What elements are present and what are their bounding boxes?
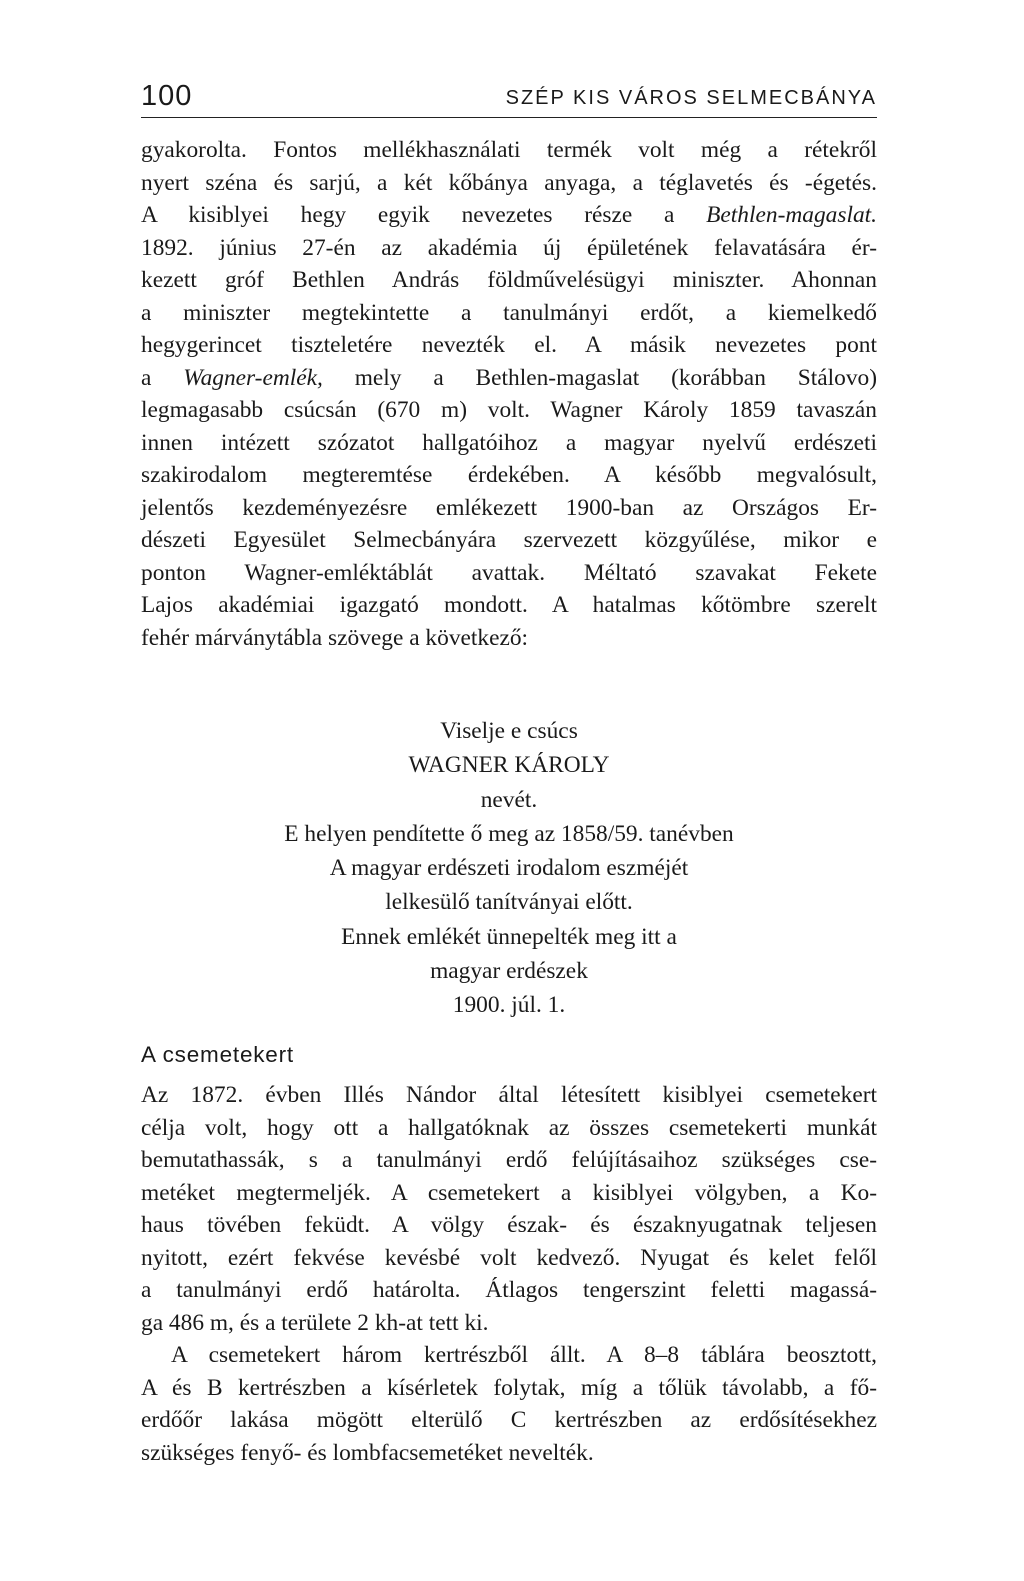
text-line: innen intézett szózatot hallgatóihoz a magyar nyelvű erdészeti	[141, 429, 877, 456]
text-line: A és B kertrészben a kísérletek folytak, míg a tőlük távolabb, a fő-	[141, 1374, 877, 1401]
text-line	[141, 199, 877, 232]
inscription-line: Ennek emlékét ünnepelték meg itt a	[341, 923, 677, 950]
inscription-line: WAGNER KÁROLY	[408, 752, 610, 779]
text-line: szakirodalom megteremtése érdekében. A később megvalósult,	[141, 462, 877, 488]
text-line: jelentős kezdeményezésre emlékezett 1900-ban az Országos Er-	[141, 494, 877, 521]
italic-place-name: Bethlen-magaslat.	[706, 202, 877, 228]
text-line: A csemetekert három kertrészből állt. A 8–8 táblára beosztott,	[171, 1342, 877, 1368]
inscription-line: magyar erdészek	[430, 958, 588, 985]
text-line: legmagasabb csúcsán (670 m) volt. Wagner Károly 1859 tavaszán	[141, 397, 877, 423]
text-line: bemutathassák, s a tanulmányi erdő felújításaihoz szükséges cse-	[141, 1147, 877, 1173]
text-line: nyitott, ezért fekvése kevésbé volt kedvező. Nyugat és kelet felől	[141, 1244, 877, 1271]
text-line: hegygerincet tiszteletére nevezték el. A másik nevezetes pont	[141, 332, 877, 358]
text-line: ga 486 m, és a területe 2 kh-at tett ki.	[141, 1309, 489, 1336]
text-line: a miniszter megtekintette a tanulmányi erdőt, a kiemelkedő	[141, 299, 877, 326]
header-rule	[141, 117, 877, 118]
italic-place-name: Wagner-emlék,	[183, 364, 323, 391]
page-number: 100	[141, 80, 193, 112]
text-line: haus tövében feküdt. A völgy észak- és északnyugatnak teljesen	[141, 1212, 877, 1238]
text-line: gyakorolta. Fontos mellékhasználati termék volt még a rétekről	[141, 137, 877, 163]
text-run: mely a Bethlen-magaslat (korábban Stálovo)	[322, 364, 877, 391]
section-heading: A csemetekert	[141, 1042, 294, 1067]
text-line	[141, 362, 877, 395]
text-line: fehér márványtábla szövege a következő:	[141, 624, 529, 651]
text-line: célja volt, hogy ott a hallgatóknak az összes csemetekerti munkát	[141, 1114, 877, 1141]
inscription-line: lelkesülő tanítványai előtt.	[385, 889, 633, 916]
inscription-line: Viselje e csúcs	[440, 718, 578, 744]
inscription-line: E helyen pendítette ő meg az 1858/59. tanévben	[284, 820, 734, 847]
text-line: metéket megtermeljék. A csemetekert a kisiblyei völgyben, a Ko-	[141, 1179, 877, 1206]
text-line: erdőőr lakása mögött elterülő C kertrészben az erdősítésekhez	[141, 1407, 877, 1433]
running-title: SZÉP KIS VÁROS SELMECBÁNYA	[505, 87, 877, 109]
inscription-line: A magyar erdészeti irodalom eszméjét	[329, 855, 689, 882]
running-header	[141, 74, 877, 118]
text-run: a	[141, 364, 184, 391]
paragraph-bethlen-magaslat	[141, 134, 877, 654]
text-line: ponton Wagner-emléktáblát avattak. Méltató szavakat Fekete	[141, 559, 877, 586]
inscription-line: 1900. júl. 1.	[452, 992, 566, 1019]
text-line: szükséges fenyő- és lombfacsemetéket nevelték.	[141, 1439, 594, 1466]
text-run: A kisiblyei hegy egyik nevezetes része a	[141, 202, 707, 228]
paragraph-csemetekert-intro	[141, 1079, 877, 1339]
text-line: a tanulmányi erdő határolta. Átlagos tengerszint feletti magassá-	[141, 1277, 877, 1303]
text-line: Az 1872. évben Illés Nándor által létesített kisiblyei csemetekert	[141, 1082, 877, 1108]
text-line: Lajos akadémiai igazgató mondott. A hatalmas kőtömbre szerelt	[141, 592, 877, 618]
text-line: kezett gróf Bethlen András földművelésügyi miniszter. Ahonnan	[141, 267, 877, 293]
memorial-inscription	[141, 714, 877, 1023]
inscription-line: nevét.	[480, 786, 538, 813]
text-line: dészeti Egyesület Selmecbányára szervezett közgyűlése, mikor e	[141, 527, 877, 553]
text-line: nyert széna és sarjú, a két kőbánya anyaga, a téglavetés és -égetés.	[141, 169, 877, 196]
text-line: 1892. június 27-én az akadémia új épületének felavatására ér-	[141, 234, 877, 261]
paragraph-kertreszek	[141, 1339, 877, 1469]
